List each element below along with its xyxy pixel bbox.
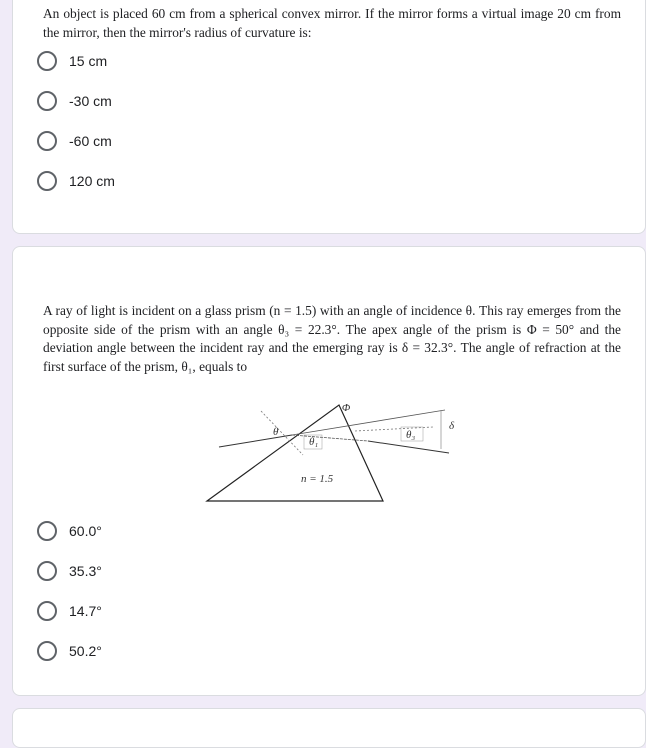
radio-button[interactable] [37, 131, 57, 151]
question-card-1 [12, 0, 646, 234]
option-35-3deg[interactable] [37, 559, 102, 583]
radio-button[interactable] [37, 561, 57, 581]
theta-label: θ [273, 426, 279, 438]
question-text: A ray of light is incident on a glass prism (n = 1.5) with an angle of incidence θ. This ray emerges from the opposite side of the prism with an angle θ₃ = 22.3°. The apex angle of the prism is Φ = 50° and the deviation angle between the incident ray and the emerging ray is δ = 32.3°. The angle of refraction at the first surface of the prism, θ₁, equals to [43, 303, 621, 374]
normal-line-2 [355, 427, 433, 431]
refracted-ray [292, 435, 368, 441]
option-60deg[interactable] [37, 519, 102, 543]
phi-label: Φ [341, 402, 351, 414]
question-card-3 [12, 708, 646, 748]
option-label: 60.0° [69, 523, 102, 539]
normal-line-1 [261, 411, 303, 455]
emergent-ray [368, 441, 449, 453]
question-card-2 [12, 246, 646, 696]
theta3-label: θ₃ [406, 429, 416, 441]
radio-button[interactable] [37, 601, 57, 621]
radio-button[interactable] [37, 641, 57, 661]
option-label: 35.3° [69, 563, 102, 579]
option-120cm[interactable] [37, 169, 115, 193]
incident-ray [219, 435, 292, 447]
radio-button[interactable] [37, 51, 57, 71]
option-neg30cm[interactable] [37, 89, 112, 113]
option-label: 15 cm [69, 53, 108, 69]
refractive-index-label: n = 1.5 [301, 473, 334, 485]
delta-label: δ [449, 420, 455, 432]
question-text: An object is placed 60 cm from a spherical convex mirror. If the mirror forms a virtual image 20 cm from the mirror, then the mirror's radius of curvature is: [43, 6, 621, 40]
option-label: -60 cm [69, 133, 112, 149]
option-50-2deg[interactable] [37, 639, 102, 663]
radio-button[interactable] [37, 171, 57, 191]
option-15cm[interactable] [37, 49, 107, 73]
option-label: -30 cm [69, 93, 112, 109]
option-label: 14.7° [69, 603, 102, 619]
prism-triangle [207, 405, 383, 501]
option-14-7deg[interactable] [37, 599, 102, 623]
prism-diagram [205, 397, 455, 507]
option-neg60cm[interactable] [37, 129, 112, 153]
radio-button[interactable] [37, 91, 57, 111]
option-label: 120 cm [69, 173, 115, 189]
option-label: 50.2° [69, 643, 102, 659]
radio-button[interactable] [37, 521, 57, 541]
theta1-label: θ₁ [309, 436, 319, 448]
